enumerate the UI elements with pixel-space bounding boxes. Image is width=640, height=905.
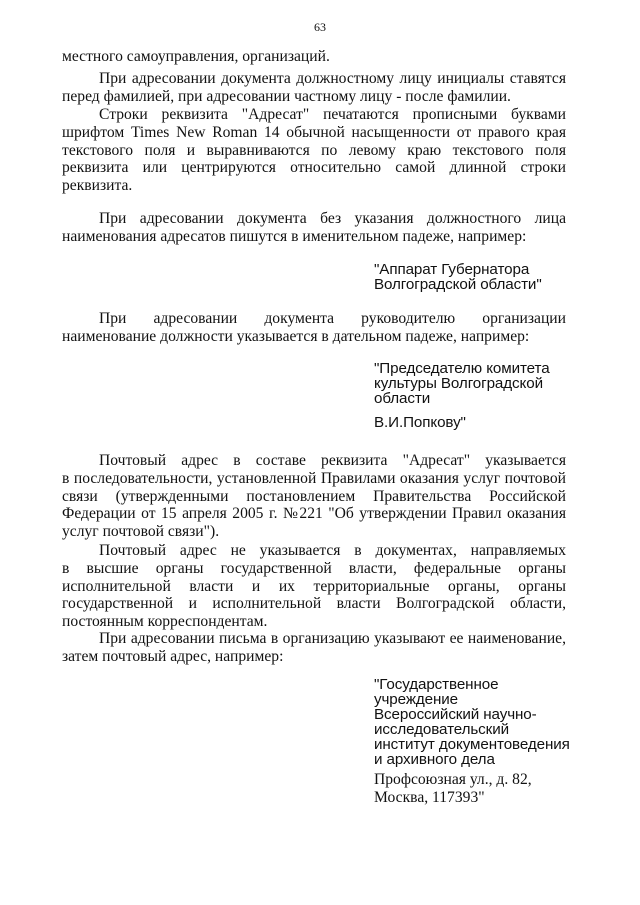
example-line: Москва, 117393" [374,788,485,806]
text-line: шрифтом Times New Roman 14 обычной насыщенности от правого края [62,123,566,141]
text-line: При адресовании документа без указания должностного лица [99,210,566,227]
example-addressee-name [374,415,574,430]
text-line: местного самоуправления, организаций. [62,48,330,65]
example-line: Волгоградской области" [374,276,542,293]
example-line: Профсоюзная ул., д. 82, [374,771,532,788]
page-number: 63 [314,20,326,34]
text-line: При адресовании документа руководителю организации [99,310,566,327]
text-line: При адресовании документа должностному лицу инициалы ставятся [99,70,566,87]
paragraph-dative-case [62,310,566,346]
example-line: исследовательский [374,721,509,738]
text-line: перед фамилией, при адресовании частному лицу - после фамилии. [62,87,511,105]
paragraph-initials-rule [62,70,566,106]
text-line: связи (утвержденными постановлением Правительства Российской [62,487,566,505]
text-line: в последовательности, установленной Правилами оказания услуг почтовой [62,469,566,487]
text-line: реквизита. [62,177,133,195]
paragraph-continuation [62,48,566,66]
example-addressee-apparatus [374,262,574,292]
text-line: наименование должности указывается в дательном падеже, например: [62,327,530,345]
text-line: Почтовый адрес не указывается в документах, направляемых [99,542,566,559]
example-line: институт документоведения [374,736,570,753]
example-line: "Председателю комитета [374,360,550,377]
text-line: услуг почтовой связи"). [62,523,220,541]
example-line: и архивного дела [374,751,495,768]
example-line: "Государственное [374,676,499,693]
text-line: в высшие органы государственной власти, федеральные органы [62,559,566,577]
text-line: постоянным корреспондентам. [62,613,268,631]
paragraph-postal-address-order [62,452,566,541]
text-line: реквизита или центрируются относительно самой длинной строки [62,159,566,177]
example-line: учреждение [374,691,459,708]
example-line: В.И.Попкову" [374,414,466,431]
example-line: Всероссийский научно- [374,706,537,723]
text-line: Строки реквизита "Адресат" печатаются прописными буквами [99,106,566,123]
text-line: текстового поля и выравниваются по левому краю текстового поля [62,141,566,159]
paragraph-organization-letter [62,630,566,666]
text-line: Почтовый адрес в составе реквизита "Адресат" указывается [99,452,566,469]
paragraph-nominative-case [62,210,566,246]
example-line: культуры Волгоградской [374,375,543,392]
paragraph-addressee-formatting [62,106,566,195]
text-line: государственной и исполнительной власти Волгоградской области, [62,595,566,613]
text-line: затем почтовый адрес, например: [62,647,284,665]
example-line: "Аппарат Губернатора [374,261,530,278]
example-postal-address [374,771,574,807]
paragraph-postal-address-omitted [62,542,566,631]
example-addressee-institution [374,677,574,767]
example-line: области [374,390,431,407]
text-line: исполнительной власти и их территориальные органы, органы [62,577,566,595]
text-line: Федерации от 15 апреля 2005 г. №221 "Об утверждении Правил оказания [62,505,566,523]
text-line: наименования адресатов пишутся в именительном падеже, например: [62,227,527,245]
text-line: При адресовании письма в организацию указывают ее наименование, [99,630,566,647]
example-addressee-chairman [374,361,574,406]
